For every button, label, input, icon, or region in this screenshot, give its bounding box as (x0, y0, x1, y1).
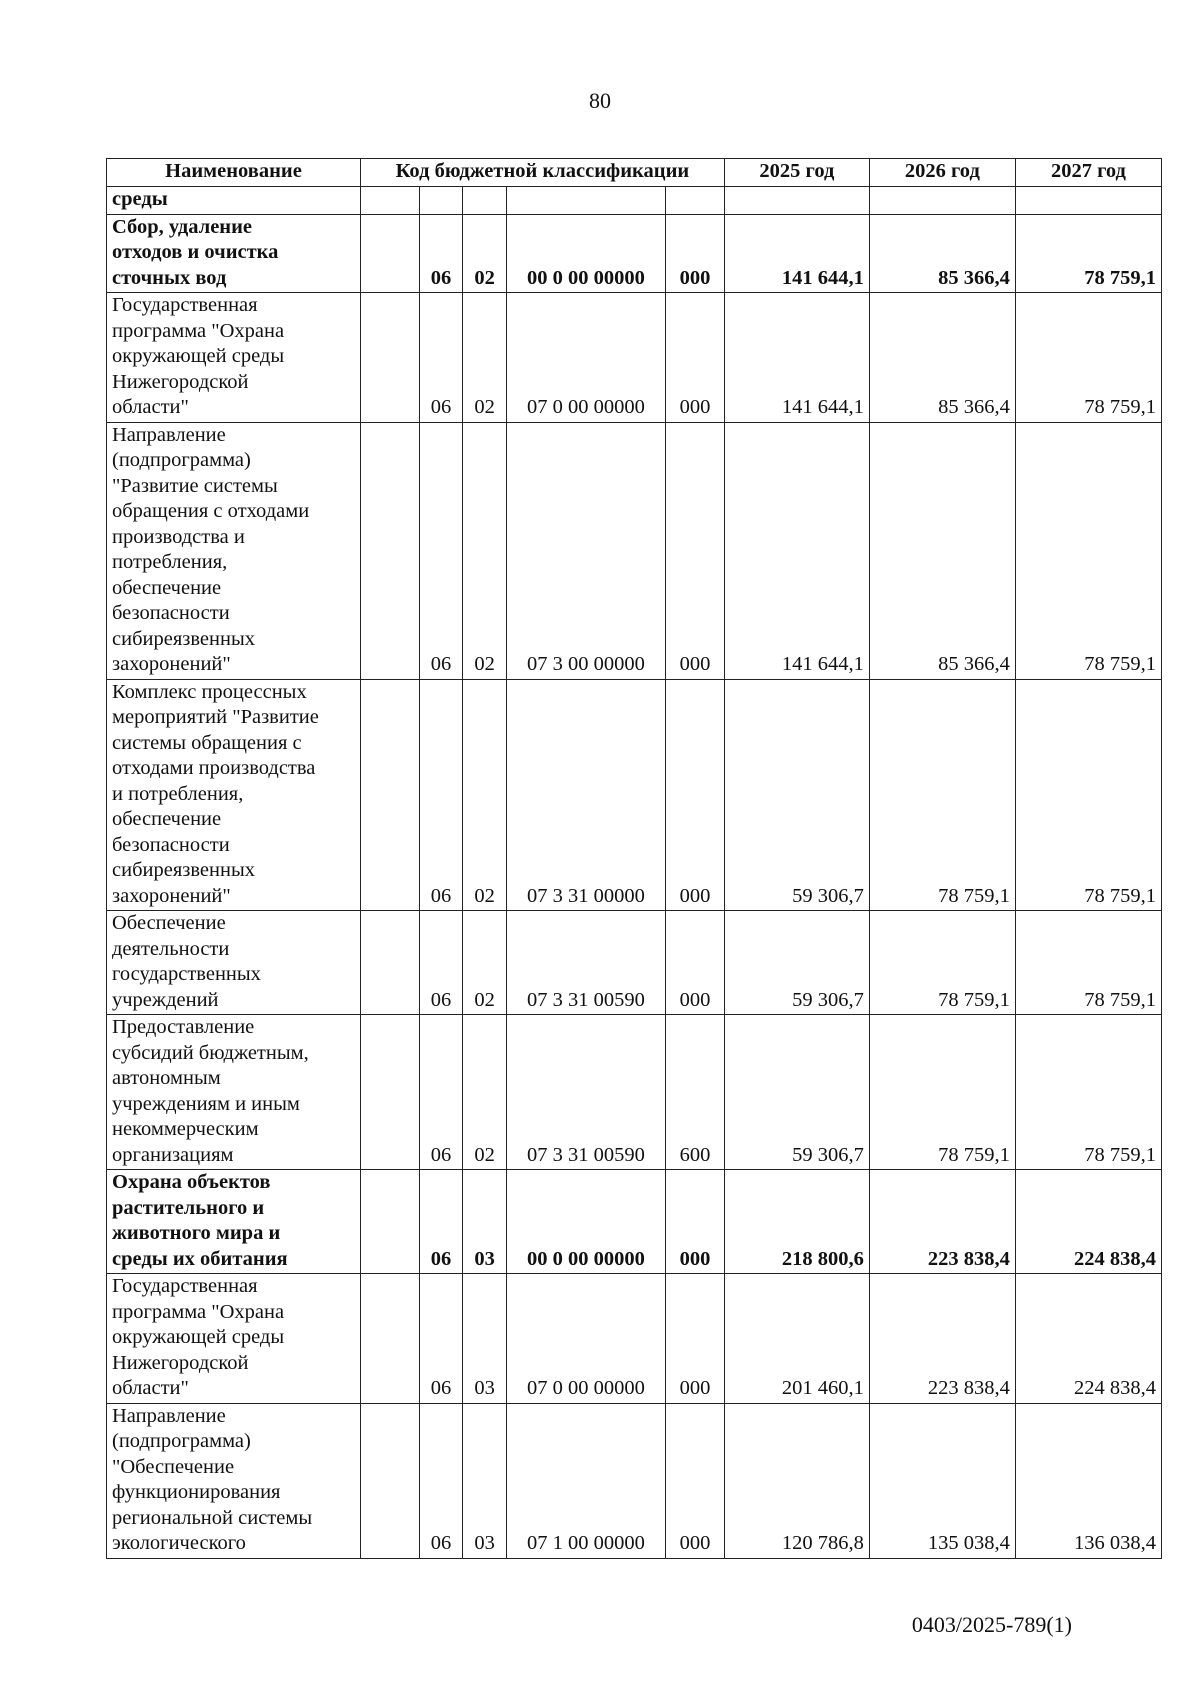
code-target: 07 3 31 00590 (506, 911, 665, 1015)
row-name: Предоставление субсидий бюджетным, автономным учреждениям и иным некоммерческим организациям (107, 1015, 361, 1170)
code-section: 06 (419, 679, 463, 911)
value-2027: 136 038,4 (1015, 1403, 1161, 1558)
code-section: 06 (419, 1015, 463, 1170)
code-target: 07 0 00 00000 (506, 293, 665, 423)
value-2026: 85 366,4 (869, 422, 1015, 679)
code-target: 07 1 00 00000 (506, 1403, 665, 1558)
code-subsection: 02 (463, 911, 507, 1015)
document-code: 0403/2025-789(1) (911, 1612, 1072, 1637)
code-expense-type: 000 (666, 293, 725, 423)
table-row (107, 911, 1162, 1015)
code-expense-type: 000 (666, 214, 725, 293)
table-row (107, 214, 1162, 293)
continuation-name: среды (107, 187, 361, 215)
table-row (107, 679, 1162, 911)
value-2027: 78 759,1 (1015, 214, 1161, 293)
row-name: Государственная программа "Охрана окружающей среды Нижегородской области" (107, 293, 361, 423)
row-name: Сбор, удаление отходов и очистка сточных вод (107, 214, 361, 293)
value-2027: 224 838,4 (1015, 1170, 1161, 1274)
table-row (107, 1403, 1162, 1558)
header-2026: 2026 год (869, 159, 1015, 187)
value-2026: 223 838,4 (869, 1274, 1015, 1404)
value-2025: 120 786,8 (724, 1403, 869, 1558)
table-row (107, 1170, 1162, 1274)
header-row (107, 159, 1162, 187)
value-2027: 78 759,1 (1015, 911, 1161, 1015)
table-row (107, 1274, 1162, 1404)
code-expense-type: 000 (666, 422, 725, 679)
code-subsection: 03 (463, 1170, 507, 1274)
code-target: 00 0 00 00000 (506, 1170, 665, 1274)
value-2026: 78 759,1 (869, 911, 1015, 1015)
value-2025: 59 306,7 (724, 679, 869, 911)
budget-table (106, 158, 1162, 1559)
row-name: Комплекс процессных мероприятий "Развитие системы обращения с отходами производства и потребления, обеспечение безопасности сибиреязвенных захоронений" (107, 679, 361, 911)
value-2025: 201 460,1 (724, 1274, 869, 1404)
header-name: Наименование (107, 159, 361, 187)
code-subsection: 02 (463, 293, 507, 423)
code-section: 06 (419, 293, 463, 423)
value-2025: 218 800,6 (724, 1170, 869, 1274)
code-section: 06 (419, 911, 463, 1015)
code-section: 06 (419, 1170, 463, 1274)
code-section: 06 (419, 422, 463, 679)
code-subsection: 02 (463, 422, 507, 679)
continuation-row (107, 187, 1162, 215)
value-2027: 78 759,1 (1015, 293, 1161, 423)
value-2025: 141 644,1 (724, 422, 869, 679)
row-name: Направление (подпрограмма) "Обеспечение функционирования региональной системы экологического (107, 1403, 361, 1558)
code-target: 07 3 31 00000 (506, 679, 665, 911)
code-subsection: 02 (463, 1015, 507, 1170)
header-code: Код бюджетной классификации (360, 159, 724, 187)
page-number: 80 (589, 88, 611, 113)
row-name: Обеспечение деятельности государственных учреждений (107, 911, 361, 1015)
code-expense-type: 000 (666, 1170, 725, 1274)
value-2027: 78 759,1 (1015, 679, 1161, 911)
header-2027: 2027 год (1015, 159, 1161, 187)
code-expense-type: 000 (666, 1274, 725, 1404)
code-subsection: 03 (463, 1274, 507, 1404)
code-section: 06 (419, 1274, 463, 1404)
row-name: Государственная программа "Охрана окружающей среды Нижегородской области" (107, 1274, 361, 1404)
value-2026: 223 838,4 (869, 1170, 1015, 1274)
code-subsection: 02 (463, 214, 507, 293)
code-target: 00 0 00 00000 (506, 214, 665, 293)
value-2025: 59 306,7 (724, 1015, 869, 1170)
value-2025: 141 644,1 (724, 293, 869, 423)
row-name: Охрана объектов растительного и животного мира и среды их обитания (107, 1170, 361, 1274)
code-expense-type: 000 (666, 1403, 725, 1558)
code-expense-type: 600 (666, 1015, 725, 1170)
code-target: 07 0 00 00000 (506, 1274, 665, 1404)
code-section: 06 (419, 214, 463, 293)
table-row (107, 422, 1162, 679)
value-2027: 78 759,1 (1015, 422, 1161, 679)
code-section: 06 (419, 1403, 463, 1558)
code-expense-type: 000 (666, 911, 725, 1015)
value-2026: 78 759,1 (869, 679, 1015, 911)
row-name: Направление (подпрограмма) "Развитие системы обращения с отходами производства и потребления, обеспечение безопасности сибиреязвенных захоронений" (107, 422, 361, 679)
value-2026: 85 366,4 (869, 293, 1015, 423)
value-2026: 135 038,4 (869, 1403, 1015, 1558)
header-2025: 2025 год (724, 159, 869, 187)
code-target: 07 3 31 00590 (506, 1015, 665, 1170)
value-2025: 141 644,1 (724, 214, 869, 293)
code-target: 07 3 00 00000 (506, 422, 665, 679)
code-subsection: 02 (463, 679, 507, 911)
code-subsection: 03 (463, 1403, 507, 1558)
table-row (107, 1015, 1162, 1170)
value-2025: 59 306,7 (724, 911, 869, 1015)
table-row (107, 293, 1162, 423)
value-2026: 85 366,4 (869, 214, 1015, 293)
value-2027: 78 759,1 (1015, 1015, 1161, 1170)
value-2026: 78 759,1 (869, 1015, 1015, 1170)
value-2027: 224 838,4 (1015, 1274, 1161, 1404)
code-expense-type: 000 (666, 679, 725, 911)
